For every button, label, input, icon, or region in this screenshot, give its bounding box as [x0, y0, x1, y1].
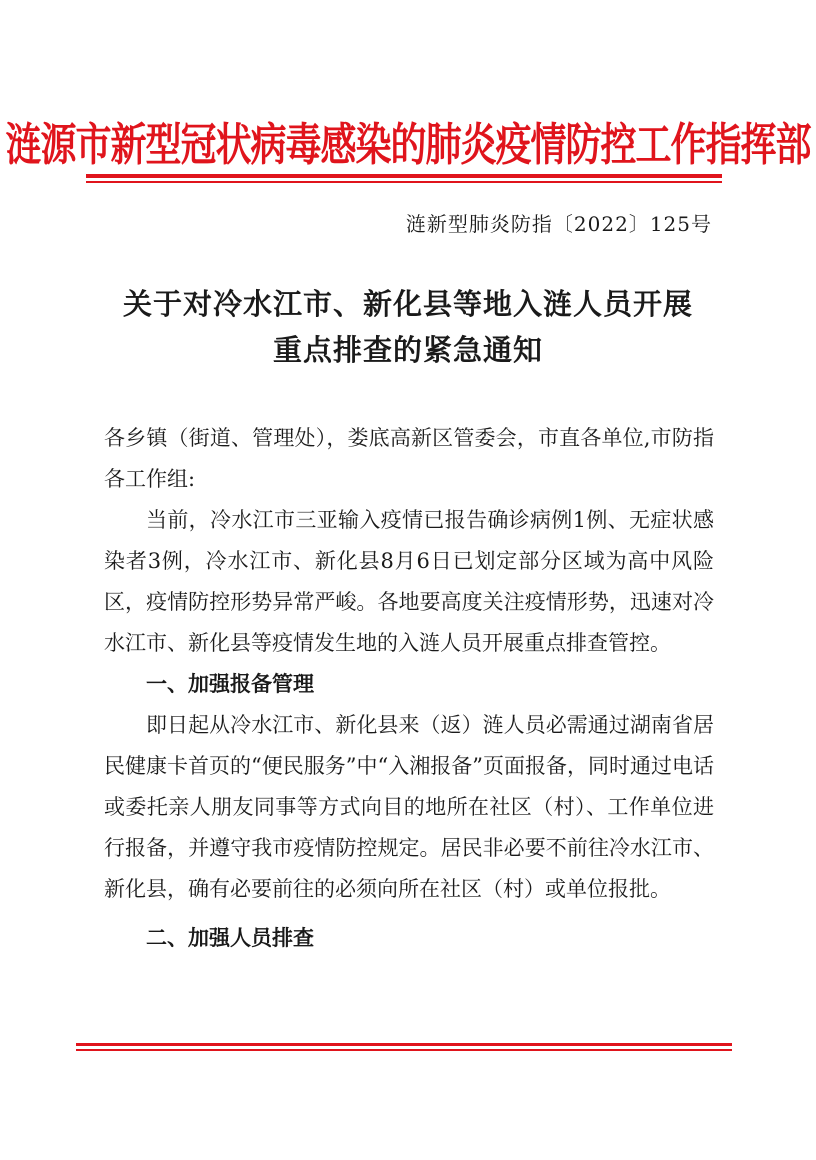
- masthead-rule-thin: [86, 181, 722, 183]
- paragraph-current-situation: 当前，冷水江市三亚输入疫情已报告确诊病例1例、无症状感染者3例，冷水江市、新化县8月6日已划定部分区域为高中风险区，疫情防控形势异常严峻。各地要高度关注疫情形势，迅速对冷水江市、新化县等疫情发生地的入涟人员开展重点排查管控。: [104, 508, 714, 655]
- notice-title-line2: 重点排查的紧急通知: [272, 333, 543, 367]
- masthead-rule-thick: [86, 174, 722, 178]
- notice-body: [104, 418, 714, 959]
- paragraph-reporting-management: 即日起从冷水江市、新化县来（返）涟人员必需通过湖南省居民健康卡首页的“便民服务”中“入湘报备”页面报备，同时通过电话或委托亲人朋友同事等方式向目的地所在社区（村）、工作单位进行报备，并遵守我市疫情防控规定。居民非必要不前往冷水江市、新化县，确有必要前往的必须向所在社区（村）或单位报批。: [104, 713, 714, 901]
- salutation: 各乡镇（街道、管理处），娄底高新区管委会，市直各单位,市防指各工作组:: [104, 426, 714, 491]
- notice-title-line1: 关于对冷水江市、新化县等地入涟人员开展: [122, 287, 693, 321]
- document-number: 涟新型肺炎防指〔2022〕125号: [405, 212, 712, 236]
- masthead-title: 涟源市新型冠状病毒感染的肺炎疫情防控工作指挥部: [5, 119, 811, 171]
- footer-rule-thin: [76, 1049, 732, 1051]
- footer-rule-thick: [76, 1043, 732, 1046]
- section-heading-1: 一、加强报备管理: [146, 672, 314, 696]
- section-heading-2: 二、加强人员排查: [146, 926, 314, 950]
